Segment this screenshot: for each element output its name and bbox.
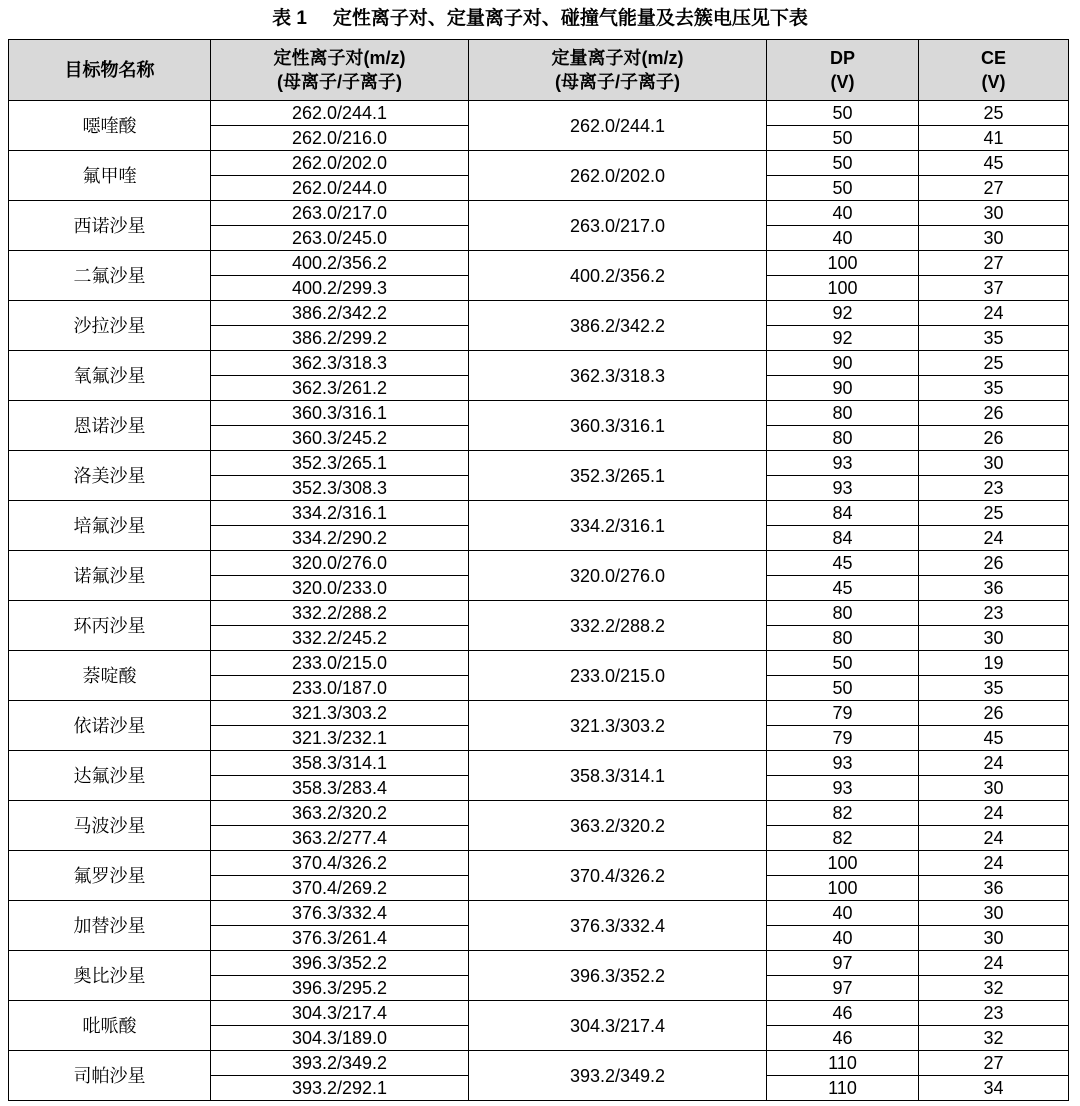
ce-cell: 24 xyxy=(919,751,1069,776)
qualitative-ion-pair-cell: 262.0/202.0 xyxy=(211,151,469,176)
dp-cell: 100 xyxy=(767,251,919,276)
ce-cell: 25 xyxy=(919,501,1069,526)
ce-cell: 36 xyxy=(919,576,1069,601)
target-name-cell: 奥比沙星 xyxy=(9,951,211,1001)
ce-cell: 41 xyxy=(919,126,1069,151)
target-name-cell: 加替沙星 xyxy=(9,901,211,951)
ce-cell: 36 xyxy=(919,876,1069,901)
table-row xyxy=(9,951,1069,976)
dp-cell: 93 xyxy=(767,451,919,476)
ce-cell: 27 xyxy=(919,176,1069,201)
quantitative-ion-pair-cell: 370.4/326.2 xyxy=(469,851,767,901)
quantitative-ion-pair-cell: 396.3/352.2 xyxy=(469,951,767,1001)
dp-cell: 92 xyxy=(767,301,919,326)
table-body xyxy=(9,101,1069,1101)
qualitative-ion-pair-cell: 376.3/332.4 xyxy=(211,901,469,926)
ion-pair-table xyxy=(8,39,1069,1101)
quantitative-ion-pair-cell: 352.3/265.1 xyxy=(469,451,767,501)
ce-cell: 24 xyxy=(919,301,1069,326)
quantitative-ion-pair-cell: 233.0/215.0 xyxy=(469,651,767,701)
ce-cell: 23 xyxy=(919,1001,1069,1026)
table-row xyxy=(9,501,1069,526)
qualitative-ion-pair-cell: 321.3/303.2 xyxy=(211,701,469,726)
dp-cell: 50 xyxy=(767,126,919,151)
ce-cell: 32 xyxy=(919,976,1069,1001)
quantitative-ion-pair-cell: 400.2/356.2 xyxy=(469,251,767,301)
quantitative-ion-pair-cell: 320.0/276.0 xyxy=(469,551,767,601)
ce-cell: 30 xyxy=(919,451,1069,476)
quantitative-ion-pair-cell: 386.2/342.2 xyxy=(469,301,767,351)
target-name-cell: 洛美沙星 xyxy=(9,451,211,501)
dp-cell: 100 xyxy=(767,851,919,876)
quantitative-ion-pair-cell: 376.3/332.4 xyxy=(469,901,767,951)
ce-cell: 19 xyxy=(919,651,1069,676)
ce-cell: 26 xyxy=(919,701,1069,726)
qualitative-ion-pair-cell: 304.3/217.4 xyxy=(211,1001,469,1026)
qualitative-ion-pair-cell: 362.3/318.3 xyxy=(211,351,469,376)
dp-cell: 84 xyxy=(767,526,919,551)
target-name-cell: 噁喹酸 xyxy=(9,101,211,151)
qualitative-ion-pair-cell: 360.3/245.2 xyxy=(211,426,469,451)
qualitative-ion-pair-cell: 393.2/349.2 xyxy=(211,1051,469,1076)
ce-cell: 35 xyxy=(919,326,1069,351)
dp-cell: 93 xyxy=(767,476,919,501)
ce-cell: 45 xyxy=(919,726,1069,751)
ce-cell: 30 xyxy=(919,226,1069,251)
quantitative-ion-pair-cell: 262.0/244.1 xyxy=(469,101,767,151)
target-name-cell: 沙拉沙星 xyxy=(9,301,211,351)
target-name-cell: 马波沙星 xyxy=(9,801,211,851)
dp-cell: 93 xyxy=(767,776,919,801)
target-name-cell: 恩诺沙星 xyxy=(9,401,211,451)
ce-cell: 23 xyxy=(919,601,1069,626)
dp-cell: 40 xyxy=(767,226,919,251)
table-header-row xyxy=(9,40,1069,101)
target-name-cell: 环丙沙星 xyxy=(9,601,211,651)
table-caption xyxy=(0,4,1080,34)
header-target-name: 目标物名称 xyxy=(9,40,211,101)
qualitative-ion-pair-cell: 370.4/326.2 xyxy=(211,851,469,876)
table-number: 表 1 xyxy=(272,8,307,29)
qualitative-ion-pair-cell: 334.2/316.1 xyxy=(211,501,469,526)
qualitative-ion-pair-cell: 358.3/283.4 xyxy=(211,776,469,801)
ce-cell: 45 xyxy=(919,151,1069,176)
header-dp: DP (V) xyxy=(767,40,919,101)
dp-cell: 80 xyxy=(767,626,919,651)
dp-cell: 80 xyxy=(767,401,919,426)
quantitative-ion-pair-cell: 393.2/349.2 xyxy=(469,1051,767,1101)
dp-cell: 92 xyxy=(767,326,919,351)
qualitative-ion-pair-cell: 393.2/292.1 xyxy=(211,1076,469,1101)
dp-cell: 80 xyxy=(767,601,919,626)
target-name-cell: 萘啶酸 xyxy=(9,651,211,701)
quantitative-ion-pair-cell: 334.2/316.1 xyxy=(469,501,767,551)
qualitative-ion-pair-cell: 358.3/314.1 xyxy=(211,751,469,776)
dp-cell: 50 xyxy=(767,101,919,126)
ce-cell: 25 xyxy=(919,351,1069,376)
table-row xyxy=(9,301,1069,326)
dp-cell: 110 xyxy=(767,1076,919,1101)
dp-cell: 40 xyxy=(767,201,919,226)
dp-cell: 97 xyxy=(767,976,919,1001)
ce-cell: 35 xyxy=(919,676,1069,701)
qualitative-ion-pair-cell: 321.3/232.1 xyxy=(211,726,469,751)
ce-cell: 30 xyxy=(919,926,1069,951)
table-row xyxy=(9,751,1069,776)
table-row xyxy=(9,1051,1069,1076)
dp-cell: 84 xyxy=(767,501,919,526)
quantitative-ion-pair-cell: 321.3/303.2 xyxy=(469,701,767,751)
dp-cell: 100 xyxy=(767,876,919,901)
qualitative-ion-pair-cell: 320.0/276.0 xyxy=(211,551,469,576)
quantitative-ion-pair-cell: 360.3/316.1 xyxy=(469,401,767,451)
qualitative-ion-pair-cell: 400.2/299.3 xyxy=(211,276,469,301)
table-row xyxy=(9,1001,1069,1026)
dp-cell: 100 xyxy=(767,276,919,301)
target-name-cell: 依诺沙星 xyxy=(9,701,211,751)
table-row xyxy=(9,601,1069,626)
table-row xyxy=(9,851,1069,876)
target-name-cell: 氟甲喹 xyxy=(9,151,211,201)
table-row xyxy=(9,251,1069,276)
qualitative-ion-pair-cell: 386.2/342.2 xyxy=(211,301,469,326)
target-name-cell: 吡哌酸 xyxy=(9,1001,211,1051)
ce-cell: 26 xyxy=(919,401,1069,426)
table-row xyxy=(9,551,1069,576)
target-name-cell: 氟罗沙星 xyxy=(9,851,211,901)
dp-cell: 50 xyxy=(767,151,919,176)
qualitative-ion-pair-cell: 233.0/187.0 xyxy=(211,676,469,701)
ce-cell: 24 xyxy=(919,826,1069,851)
dp-cell: 110 xyxy=(767,1051,919,1076)
dp-cell: 90 xyxy=(767,351,919,376)
dp-cell: 79 xyxy=(767,701,919,726)
qualitative-ion-pair-cell: 262.0/244.1 xyxy=(211,101,469,126)
dp-cell: 46 xyxy=(767,1001,919,1026)
dp-cell: 40 xyxy=(767,926,919,951)
table-row xyxy=(9,651,1069,676)
dp-cell: 45 xyxy=(767,576,919,601)
table-row xyxy=(9,101,1069,126)
ce-cell: 24 xyxy=(919,851,1069,876)
qualitative-ion-pair-cell: 376.3/261.4 xyxy=(211,926,469,951)
table-row xyxy=(9,451,1069,476)
qualitative-ion-pair-cell: 334.2/290.2 xyxy=(211,526,469,551)
qualitative-ion-pair-cell: 396.3/352.2 xyxy=(211,951,469,976)
quantitative-ion-pair-cell: 262.0/202.0 xyxy=(469,151,767,201)
quantitative-ion-pair-cell: 358.3/314.1 xyxy=(469,751,767,801)
qualitative-ion-pair-cell: 332.2/288.2 xyxy=(211,601,469,626)
ce-cell: 26 xyxy=(919,426,1069,451)
ce-cell: 34 xyxy=(919,1076,1069,1101)
table-row xyxy=(9,701,1069,726)
dp-cell: 50 xyxy=(767,651,919,676)
dp-cell: 90 xyxy=(767,376,919,401)
qualitative-ion-pair-cell: 320.0/233.0 xyxy=(211,576,469,601)
dp-cell: 45 xyxy=(767,551,919,576)
table-title: 定性离子对、定量离子对、碰撞气能量及去簇电压见下表 xyxy=(332,8,808,29)
header-ce: CE (V) xyxy=(919,40,1069,101)
dp-cell: 97 xyxy=(767,951,919,976)
ce-cell: 27 xyxy=(919,1051,1069,1076)
table-row xyxy=(9,151,1069,176)
dp-cell: 79 xyxy=(767,726,919,751)
qualitative-ion-pair-cell: 396.3/295.2 xyxy=(211,976,469,1001)
dp-cell: 50 xyxy=(767,676,919,701)
ce-cell: 30 xyxy=(919,901,1069,926)
ce-cell: 30 xyxy=(919,201,1069,226)
qualitative-ion-pair-cell: 352.3/308.3 xyxy=(211,476,469,501)
table-row xyxy=(9,401,1069,426)
ce-cell: 24 xyxy=(919,801,1069,826)
dp-cell: 50 xyxy=(767,176,919,201)
ce-cell: 30 xyxy=(919,776,1069,801)
qualitative-ion-pair-cell: 262.0/244.0 xyxy=(211,176,469,201)
target-name-cell: 氧氟沙星 xyxy=(9,351,211,401)
ce-cell: 30 xyxy=(919,626,1069,651)
dp-cell: 40 xyxy=(767,901,919,926)
ce-cell: 35 xyxy=(919,376,1069,401)
dp-cell: 82 xyxy=(767,826,919,851)
target-name-cell: 西诺沙星 xyxy=(9,201,211,251)
qualitative-ion-pair-cell: 262.0/216.0 xyxy=(211,126,469,151)
dp-cell: 82 xyxy=(767,801,919,826)
qualitative-ion-pair-cell: 363.2/320.2 xyxy=(211,801,469,826)
ce-cell: 23 xyxy=(919,476,1069,501)
qualitative-ion-pair-cell: 304.3/189.0 xyxy=(211,1026,469,1051)
quantitative-ion-pair-cell: 304.3/217.4 xyxy=(469,1001,767,1051)
qualitative-ion-pair-cell: 263.0/217.0 xyxy=(211,201,469,226)
dp-cell: 93 xyxy=(767,751,919,776)
target-name-cell: 二氟沙星 xyxy=(9,251,211,301)
qualitative-ion-pair-cell: 370.4/269.2 xyxy=(211,876,469,901)
ce-cell: 32 xyxy=(919,1026,1069,1051)
target-name-cell: 培氟沙星 xyxy=(9,501,211,551)
ce-cell: 24 xyxy=(919,526,1069,551)
target-name-cell: 达氟沙星 xyxy=(9,751,211,801)
header-quantitative-ion-pair: 定量离子对(m/z) (母离子/子离子) xyxy=(469,40,767,101)
quantitative-ion-pair-cell: 363.2/320.2 xyxy=(469,801,767,851)
qualitative-ion-pair-cell: 263.0/245.0 xyxy=(211,226,469,251)
ce-cell: 24 xyxy=(919,951,1069,976)
ce-cell: 27 xyxy=(919,251,1069,276)
quantitative-ion-pair-cell: 362.3/318.3 xyxy=(469,351,767,401)
dp-cell: 46 xyxy=(767,1026,919,1051)
qualitative-ion-pair-cell: 400.2/356.2 xyxy=(211,251,469,276)
ce-cell: 25 xyxy=(919,101,1069,126)
table-row xyxy=(9,801,1069,826)
target-name-cell: 诺氟沙星 xyxy=(9,551,211,601)
qualitative-ion-pair-cell: 233.0/215.0 xyxy=(211,651,469,676)
qualitative-ion-pair-cell: 332.2/245.2 xyxy=(211,626,469,651)
qualitative-ion-pair-cell: 352.3/265.1 xyxy=(211,451,469,476)
dp-cell: 80 xyxy=(767,426,919,451)
ce-cell: 26 xyxy=(919,551,1069,576)
table-row xyxy=(9,201,1069,226)
qualitative-ion-pair-cell: 363.2/277.4 xyxy=(211,826,469,851)
qualitative-ion-pair-cell: 362.3/261.2 xyxy=(211,376,469,401)
qualitative-ion-pair-cell: 360.3/316.1 xyxy=(211,401,469,426)
target-name-cell: 司帕沙星 xyxy=(9,1051,211,1101)
quantitative-ion-pair-cell: 263.0/217.0 xyxy=(469,201,767,251)
table-row xyxy=(9,901,1069,926)
quantitative-ion-pair-cell: 332.2/288.2 xyxy=(469,601,767,651)
ce-cell: 37 xyxy=(919,276,1069,301)
table-row xyxy=(9,351,1069,376)
qualitative-ion-pair-cell: 386.2/299.2 xyxy=(211,326,469,351)
header-qualitative-ion-pair: 定性离子对(m/z) (母离子/子离子) xyxy=(211,40,469,101)
